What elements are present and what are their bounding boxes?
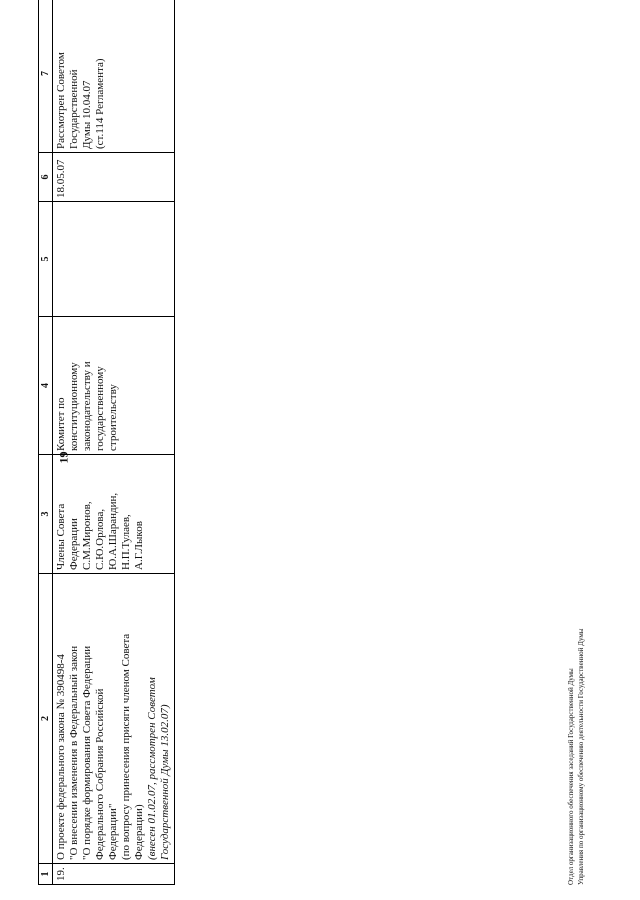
header-row (39, 0, 53, 885)
bill-description (53, 574, 175, 864)
col-header-6: 6 (39, 153, 53, 202)
author-line: С.М.Миронов, (81, 501, 93, 570)
responsible-committee (53, 317, 175, 455)
author-line: Федерации (68, 518, 80, 570)
bill-status (53, 0, 175, 153)
description-line: (по вопросу принесения присяги членом Совета (120, 633, 132, 860)
status-line: Государственной (68, 69, 80, 149)
description-line: Федерального Собрания Российской (94, 688, 106, 860)
col-header-5: 5 (39, 202, 53, 317)
col-header-1: 1 (39, 864, 53, 885)
status-line: Думы 10.04.07 (81, 80, 93, 149)
description-line: "О внесении изменения в Федеральный закон (68, 645, 80, 860)
description-line: О проекте федерального закона № 390498-4 (55, 654, 67, 860)
empty-cell (53, 202, 175, 317)
author-line: Ю.А.Шарандин, (107, 492, 119, 570)
col-header-3: 3 (39, 455, 53, 574)
committee-line: Комитет по (55, 397, 67, 451)
col-header-7: 7 (39, 0, 53, 153)
table-row (53, 0, 175, 885)
committee-line: строительству (107, 384, 119, 451)
status-line: Рассмотрен Советом (55, 52, 67, 149)
page-footer (566, 629, 586, 885)
bill-table (38, 0, 175, 885)
status-line: (ст.114 Регламента) (94, 58, 106, 149)
deadline-date: 18.05.07 (53, 153, 175, 202)
rotated-table-region (38, 30, 171, 885)
description-note-line: Государственной Думы 13.02.07) (159, 704, 171, 860)
footer-line: Отдел организационного обеспечения заседаний Государственной Думы (567, 668, 575, 885)
committee-line: законодательству и (81, 361, 93, 451)
author-line: С.Ю.Орлова, (94, 508, 106, 570)
row-number: 19. (53, 864, 175, 885)
author-line: А.Г.Лыков (133, 521, 145, 570)
col-header-4: 4 (39, 317, 53, 455)
author-line: Члены Совета (55, 503, 67, 570)
author-line: Н.П.Тулаев, (120, 514, 132, 570)
col-header-2: 2 (39, 574, 53, 864)
committee-line: государственному (94, 366, 106, 451)
page-number: 19 (56, 451, 71, 464)
footer-line: Управления по организационному обеспечению деятельности Государственной Думы (577, 628, 585, 885)
description-note-line: (внесен 01.02.07, рассмотрен Советом (146, 677, 158, 860)
description-line: Федерации" (107, 803, 119, 860)
bill-authors (53, 455, 175, 574)
description-line: Федерации) (133, 804, 145, 860)
committee-line: конституционному (68, 362, 80, 451)
description-line: "О порядке формирования Совета Федерации (81, 645, 93, 860)
